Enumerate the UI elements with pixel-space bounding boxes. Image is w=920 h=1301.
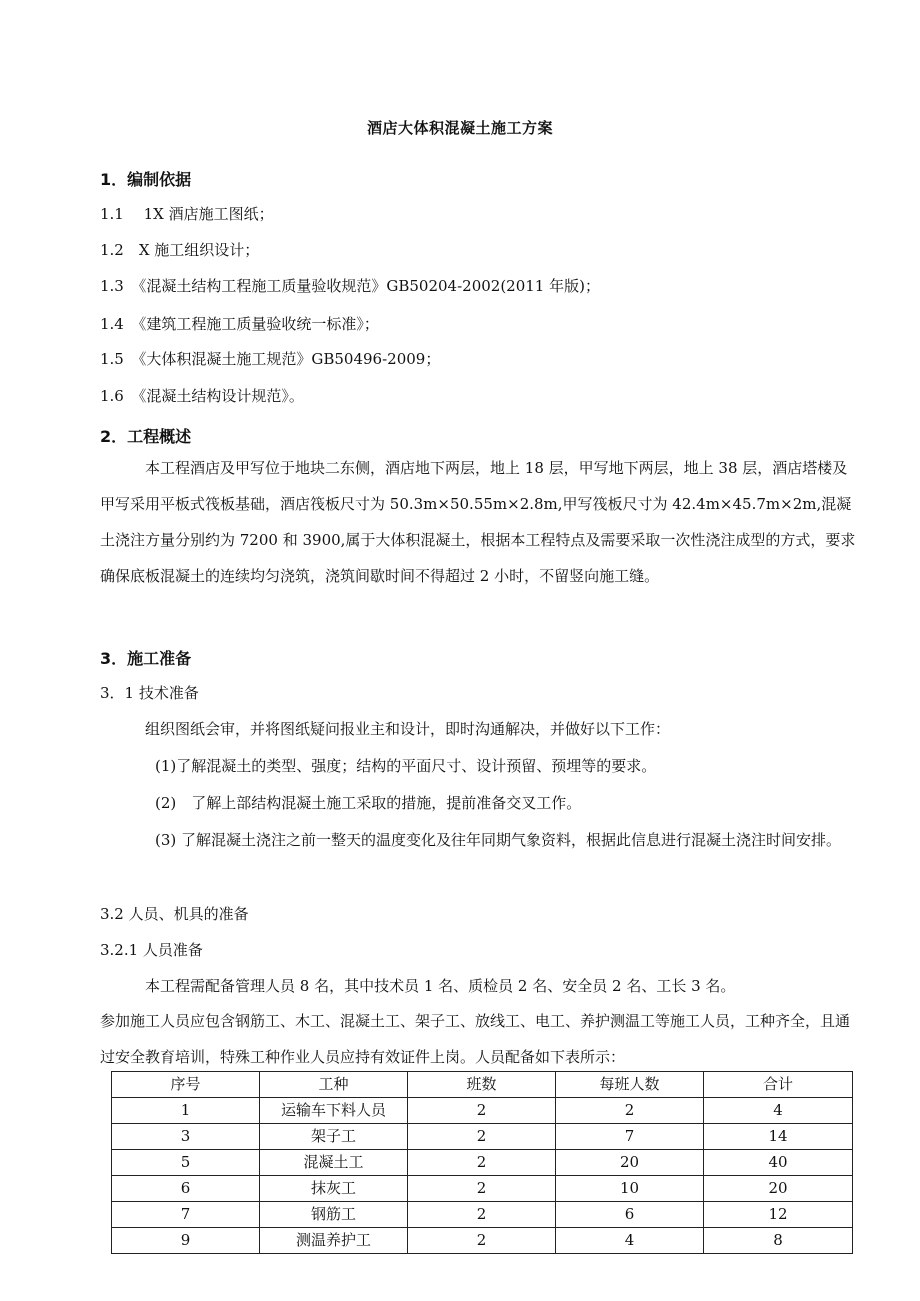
basis-item-6: 1.6 《混凝土结构设计规范》。 xyxy=(100,387,304,405)
overview-paragraph xyxy=(100,450,862,594)
table-row xyxy=(112,1150,853,1176)
cell-serial: 3 xyxy=(112,1124,260,1150)
staffing-table xyxy=(111,1071,853,1254)
table-row xyxy=(112,1098,853,1124)
cell-total: 20 xyxy=(704,1176,853,1202)
cell-serial: 7 xyxy=(112,1202,260,1228)
task-3: (3) 了解混凝土浇注之前一整天的温度变化及往年同期气象资料，根据此信息进行混凝土浇注时间安排。 xyxy=(155,831,842,849)
task-1: (1)了解混凝土的类型、强度；结构的平面尺寸、设计预留、预埋等的要求。 xyxy=(155,757,657,775)
header-total: 合计 xyxy=(704,1072,853,1098)
cell-serial: 1 xyxy=(112,1098,260,1124)
cell-shifts: 2 xyxy=(408,1176,556,1202)
cell-trade: 钢筋工 xyxy=(260,1202,408,1228)
cell-per-shift: 6 xyxy=(556,1202,704,1228)
management-staff-text: 本工程需配备管理人员 8 名，其中技术员 1 名、质检员 2 名、安全员 2 名、工长 3 名。 xyxy=(145,977,736,995)
cell-total: 8 xyxy=(704,1228,853,1254)
table-row xyxy=(112,1124,853,1150)
basis-item-3: 1.3 《混凝土结构工程施工质量验收规范》GB50204-2002(2011 年版)； xyxy=(100,277,600,295)
table-header-row xyxy=(112,1072,853,1098)
cell-trade: 抹灰工 xyxy=(260,1176,408,1202)
subsection-3-2: 3.2 人员、机具的准备 xyxy=(100,905,249,923)
section-2-heading: 2．工程概述 xyxy=(100,427,192,446)
cell-serial: 5 xyxy=(112,1150,260,1176)
cell-per-shift: 20 xyxy=(556,1150,704,1176)
cell-total: 4 xyxy=(704,1098,853,1124)
section-3-heading: 3．施工准备 xyxy=(100,649,192,668)
cell-per-shift: 4 xyxy=(556,1228,704,1254)
document-title: 酒店大体积混凝土施工方案 xyxy=(366,119,553,137)
cell-trade: 架子工 xyxy=(260,1124,408,1150)
subsection-3-1: 3．1 技术准备 xyxy=(100,684,199,702)
cell-shifts: 2 xyxy=(408,1228,556,1254)
header-shifts: 班数 xyxy=(408,1072,556,1098)
task-3-paragraph xyxy=(100,822,862,858)
section-1-heading: 1．编制依据 xyxy=(100,170,192,189)
table-row xyxy=(112,1228,853,1254)
cell-shifts: 2 xyxy=(408,1098,556,1124)
workers-paragraph: 参加施工人员应包含钢筋工、木工、混凝土工、架子工、放线工、电工、养护测温工等施工人员，工种齐全，且通过安全教育培训，特殊工种作业人员应持有效证件上岗。人员配备如下表所示： xyxy=(100,1012,851,1066)
overview-text: 本工程酒店及甲写位于地块二东侧，酒店地下两层，地上 18 层，甲写地下两层，地上 38 层，酒店塔楼及甲写采用平板式筏板基础，酒店筏板尺寸为 50.3m×50.55m×2.8m,甲写筏板尺寸为 42.4m×45.7m×2m,混凝土浇注方量分别约为 7200 和 3900,属于大体积混凝土，根据本工程特点及需要采取一次性浇注成型的方式，要求确保底板混凝土的连续均匀浇筑，浇筑间歇时间不得超过 2 小时，不留竖向施工缝。 xyxy=(100,459,856,585)
cell-shifts: 2 xyxy=(408,1124,556,1150)
header-per-shift: 每班人数 xyxy=(556,1072,704,1098)
task-2: (2) 了解上部结构混凝土施工采取的措施，提前准备交叉工作。 xyxy=(155,794,582,812)
header-trade: 工种 xyxy=(260,1072,408,1098)
basis-item-1: 1.1 1X 酒店施工图纸； xyxy=(100,205,274,223)
tech-prep-intro: 组织图纸会审，并将图纸疑问报业主和设计，即时沟通解决，并做好以下工作： xyxy=(145,720,671,738)
cell-total: 12 xyxy=(704,1202,853,1228)
header-serial: 序号 xyxy=(112,1072,260,1098)
basis-item-4: 1.4 《建筑工程施工质量验收统一标准》； xyxy=(100,315,379,333)
table-row xyxy=(112,1202,853,1228)
cell-per-shift: 7 xyxy=(556,1124,704,1150)
cell-per-shift: 10 xyxy=(556,1176,704,1202)
basis-item-5: 1.5 《大体积混凝土施工规范》GB50496-2009； xyxy=(100,350,441,368)
cell-serial: 9 xyxy=(112,1228,260,1254)
cell-trade: 测温养护工 xyxy=(260,1228,408,1254)
cell-total: 14 xyxy=(704,1124,853,1150)
cell-total: 40 xyxy=(704,1150,853,1176)
cell-shifts: 2 xyxy=(408,1150,556,1176)
basis-item-2: 1.2 X 施工组织设计； xyxy=(100,241,260,259)
cell-serial: 6 xyxy=(112,1176,260,1202)
cell-shifts: 2 xyxy=(408,1202,556,1228)
subsection-3-2-1: 3.2.1 人员准备 xyxy=(100,941,203,959)
cell-trade: 运输车下料人员 xyxy=(260,1098,408,1124)
table-row xyxy=(112,1176,853,1202)
cell-per-shift: 2 xyxy=(556,1098,704,1124)
cell-trade: 混凝土工 xyxy=(260,1150,408,1176)
